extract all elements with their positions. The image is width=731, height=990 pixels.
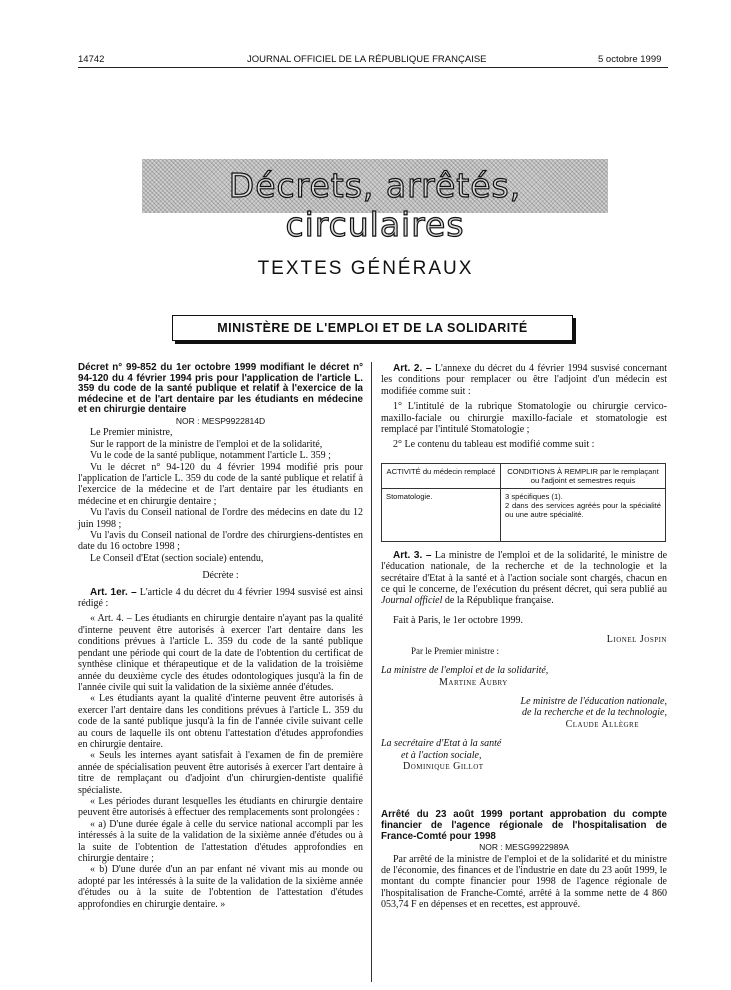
header-rule — [78, 67, 668, 68]
right-column — [381, 363, 667, 911]
ministre-emploi-name: Martine Aubry — [439, 676, 508, 688]
arrete-title: Arrêté du 23 août 1999 portant approbation du compte financier de l'agence régionale de l'hospitalisation de France-Comté pour 1998 — [381, 809, 667, 842]
ministre-emploi-title: La ministre de l'emploi et de la solidarité, — [381, 665, 549, 677]
ministre-educ-name: Claude Allègre — [565, 718, 639, 730]
ministry-box: MINISTÈRE DE L'EMPLOI ET DE LA SOLIDARITÉ — [172, 315, 573, 341]
table-header-row — [382, 463, 666, 488]
preamble-line: Le Conseil d'Etat (section sociale) entendu, — [90, 552, 264, 564]
condition-1: 3 spécifiques (1). — [505, 491, 563, 501]
article-1 — [78, 587, 363, 610]
section-banner — [142, 159, 608, 244]
issue-date: 5 octobre 1999 — [598, 54, 662, 65]
condition-2: 2 dans des services agréés pour la spécialité ou une autre spécialité. — [505, 500, 661, 519]
conditions-table — [381, 463, 666, 542]
table-cell-conditions — [501, 488, 666, 541]
article-1-text: L'article 4 du décret du 4 février 1994 susvisé est ainsi rédigé : — [78, 586, 363, 610]
art4-paragraph: « b) D'une durée d'un an par enfant né vivant mis au monde ou adopté par les intéressés à la suite de la validation de la sixième année d'études ou à la suite de l'obtention de l'attestation d'études approfondies en chirurgie dentaire. » — [78, 864, 363, 910]
section-heading: TEXTES GÉNÉRAUX — [257, 258, 474, 279]
preamble-line: Vu l'avis du Conseil national de l'ordre des médecins en date du 12 juin 1998 ; — [78, 507, 363, 530]
decret-title: Décret n° 99-852 du 1er octobre 1999 modifiant le décret n° 94-120 du 4 février 1994 pris pour l'application de l'article L. 359 du code de la santé publique et relatif à l'exercice de la médecine et de l'art dentaire par les étudiants en médecine et en chirurgie dentaire — [78, 362, 363, 416]
arrete-nor: NOR : MESG9922989A — [479, 842, 569, 853]
article-2-text: L'annexe du décret du 4 février 1994 susvisé concernant les conditions pour remplacer ou être l'adjoint d'un médecin est modifiée comme suit : — [381, 363, 667, 397]
article-2 — [381, 363, 667, 397]
signature-pm: Lionel Jospin — [606, 634, 667, 646]
article-2-label: Art. 2. – — [393, 363, 432, 374]
table-row — [382, 488, 666, 541]
table-cell-activity: Stomatologie. — [382, 488, 501, 541]
ministre-educ-title-2: de la recherche et de la technologie, — [521, 707, 667, 719]
left-column — [78, 363, 363, 910]
secretaire-title-2: et à l'action sociale, — [401, 749, 482, 761]
article-3-journal: Journal officiel — [381, 595, 443, 607]
art4-paragraph: « Les étudiants ayant la qualité d'interne peuvent être autorisés à exercer l'art dentaire dans les conditions prévues à l'article L. 359 du code de la santé publique jusqu'à la fin de l'année civile suivant celle au cours de laquelle ils ont obtenu l'attestation d'études approfondies en chirurgie dentaire. — [78, 693, 363, 750]
decrete: Décrète : — [202, 570, 239, 582]
article-3-text-end: de la République française. — [444, 595, 554, 607]
page-number: 14742 — [78, 54, 105, 65]
fait-a-paris: Fait à Paris, le 1er octobre 1999. — [393, 614, 523, 626]
decret-nor: NOR : MESP9922814D — [175, 415, 266, 426]
preamble-line: Vu l'avis du Conseil national de l'ordre des chirurgiens-dentistes en date du 16 octobre 1998 ; — [78, 530, 363, 553]
article-3 — [381, 550, 667, 607]
article-2-item-1: 1° L'intitulé de la rubrique Stomatologie ou chirurgie cervico-maxillo-faciale ou chirurgie maxillo-faciale et stomatologie est remplacé par l'intitulé Stomatologie ; — [381, 401, 667, 436]
art4-paragraph: « a) D'une durée égale à celle du service national accompli par les intéressés à la suite de la validation de la sixième année d'études ou à la suite de l'obtention de l'attestation d'études approfondies en chirurgie dentaire ; — [78, 818, 363, 864]
article-3-label: Art. 3. – — [393, 549, 432, 561]
secretaire-name: Dominique Gillot — [403, 760, 484, 772]
art4-paragraph: « Art. 4. – Les étudiants en chirurgie dentaire n'ayant pas la qualité d'interne peuvent être autorisés à exercer l'art dentaire dans les conditions prévues à l'article L. 359 du code de la santé publique pendant une période qui court de la date de l'obtention du certificat de synthèse clinique et thérapeutique et de la validation de la troisième année du deuxième cycle des études odontologiques jusqu'à la fin de l'année civile qui suit la validation de la sixième année d'études. — [78, 613, 363, 693]
article-1-label: Art. 1er. – — [90, 586, 137, 598]
journal-title: JOURNAL OFFICIEL DE LA RÉPUBLIQUE FRANÇAISE — [247, 54, 487, 65]
column-divider — [371, 362, 372, 982]
preamble-line: Vu le décret n° 94-120 du 4 février 1994 modifié pris pour l'application de l'article L. 359 du code de la santé publique et relatif à l'exercice de la médecine et de l'art dentaire par les étudiants en médecine et en chirurgie dentaire ; — [78, 461, 363, 507]
table-header-activity: ACTIVITÉ du médecin remplacé — [382, 463, 501, 488]
table-header-conditions: CONDITIONS À REMPLIR par le remplaçant ou l'adjoint et semestres requis — [501, 463, 666, 488]
article-2-item-2: 2° Le contenu du tableau est modifié comme suit : — [393, 439, 595, 451]
arrete-text: Par arrêté de la ministre de l'emploi et de la solidarité et du ministre de l'économie, des finances et de l'industrie en date du 23 août 1999, le montant du compte financier pour 1998 de l'agence régionale de l'hospitalisation de Franche-Comté, arrêté à la somme nette de 4 860 053,74 F en dépenses et en recettes, est approuvé. — [381, 853, 667, 911]
preamble-line: Sur le rapport de la ministre de l'emploi et de la solidarité, — [90, 438, 323, 450]
art4-paragraph: « Les périodes durant lesquelles les étudiants en chirurgie dentaire peuvent être autorisés à effectuer des remplacements sont prolongées : — [78, 795, 363, 819]
preamble-line: Le Premier ministre, — [90, 427, 173, 439]
banner-title: Décrets, arrêtés, circulaires — [228, 166, 522, 244]
art4-paragraph: « Seuls les internes ayant satisfait à l'examen de fin de première année de spécialisation peuvent être autorisés à exercer l'art dentaire à titre de remplaçant ou d'adjoint d'un chirurgien-dentiste qualifié spécialiste. — [78, 750, 363, 796]
secretaire-title-1: La secrétaire d'Etat à la santé — [381, 738, 502, 750]
ministre-educ-title-1: Le ministre de l'éducation nationale, — [520, 695, 667, 707]
preamble-line: Vu le code de la santé publique, notamment l'article L. 359 ; — [90, 450, 331, 462]
par-le-pm: Par le Premier ministre : — [411, 645, 499, 656]
article-3-text: La ministre de l'emploi et de la solidarité, le ministre de l'éducation nationale, de la recherche et de la technologie et la secrétaire d'Etat à la santé et à l'action sociale sont chargés, chacun en ce qui le concerne, de l'exécution du présent décret, qui sera publié au — [381, 549, 668, 596]
